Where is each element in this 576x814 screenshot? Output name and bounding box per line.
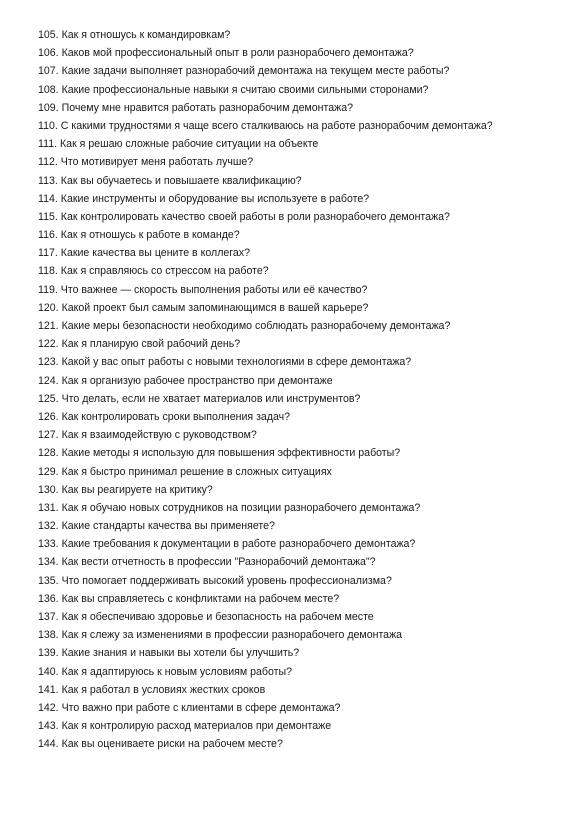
question-number: 140.	[38, 665, 59, 678]
question-item	[38, 26, 568, 44]
question-item	[38, 390, 568, 408]
question-number: 122.	[38, 338, 59, 351]
question-number: 127.	[38, 429, 59, 442]
question-number: 118.	[38, 265, 58, 278]
question-text: Какие профессиональные навыки я считаю своими сильными сторонами?	[61, 83, 429, 96]
question-text: Как вы обучаетесь и повышаете квалификацию?	[60, 174, 302, 187]
question-text: Как я контролирую расход материалов при демонтаже	[61, 720, 332, 733]
question-item	[38, 117, 568, 135]
question-number: 139.	[38, 647, 59, 660]
question-number: 141.	[38, 683, 59, 696]
question-number: 113.	[38, 174, 58, 187]
question-text: Какие задачи выполняет разнорабочий демонтажа на текущем месте работы?	[61, 65, 450, 78]
question-text: Какие меры безопасности необходимо соблюдать разнорабочему демонтажа?	[61, 320, 451, 332]
question-text: Что важно при работе с клиентами в сфере демонтажа?	[61, 701, 341, 714]
question-number: 109.	[38, 101, 59, 114]
question-text: Какие инструменты и оборудование вы используете в работе?	[60, 192, 370, 205]
question-text: Какой у вас опыт работы с новыми технологиями в сфере демонтажа?	[61, 356, 412, 369]
question-number: 134.	[38, 556, 59, 569]
question-number: 124.	[38, 374, 59, 387]
question-item	[38, 135, 568, 153]
question-number: 115.	[38, 210, 58, 223]
question-text: Что мотивирует меня работать лучше?	[60, 156, 254, 169]
question-item	[38, 81, 568, 99]
question-item	[38, 681, 568, 699]
question-item	[38, 717, 568, 735]
question-item	[38, 281, 568, 299]
question-item	[38, 608, 568, 626]
question-text: Что делать, если не хватает материалов или инструментов?	[61, 392, 361, 405]
question-number: 143.	[38, 720, 59, 733]
question-text: Какие методы я использую для повышения эффективности работы?	[61, 447, 401, 460]
question-text: Как вы реагируете на критику?	[61, 483, 213, 496]
question-number: 106.	[38, 47, 59, 60]
question-text: Как я взаимодействую с руководством?	[61, 429, 257, 442]
question-text: Как я решаю сложные рабочие ситуации на объекте	[60, 138, 319, 151]
question-text: Какие стандарты качества вы применяете?	[61, 520, 275, 533]
question-text: Как я отношусь к командировкам?	[61, 29, 231, 41]
question-number: 121.	[38, 320, 59, 332]
question-text: Как я обеспечиваю здоровье и безопасность на рабочем месте	[61, 611, 374, 623]
question-item	[38, 626, 568, 644]
question-number: 132.	[38, 520, 59, 533]
question-item	[38, 208, 568, 226]
question-number: 144.	[38, 738, 59, 751]
question-number: 136.	[38, 592, 59, 605]
question-text: Что помогает поддерживать высокий уровень профессионализма?	[61, 574, 392, 587]
question-item	[38, 481, 568, 499]
question-number: 137.	[38, 611, 59, 623]
question-text: Почему мне нравится работать разнорабочим демонтажа?	[61, 101, 354, 114]
question-item	[38, 153, 568, 171]
question-text: Какие качества вы цените в коллегах?	[60, 247, 250, 260]
question-text: Как я отношусь к работе в команде?	[60, 229, 240, 242]
question-text: Как контролировать сроки выполнения задач?	[61, 410, 291, 423]
question-number: 111.	[38, 138, 58, 151]
question-item	[38, 44, 568, 62]
question-text: Как вести отчетность в профессии "Разнорабочий демонтажа"?	[61, 556, 376, 569]
question-text: Как я обучаю новых сотрудников на позиции разнорабочего демонтажа?	[61, 501, 421, 514]
question-item	[38, 335, 568, 353]
question-number: 123.	[38, 356, 59, 369]
question-item	[38, 699, 568, 717]
question-text: С какими трудностями я чаще всего сталкиваюсь на работе разнорабочим демонтажа?	[60, 119, 493, 132]
question-text: Как я слежу за изменениями в профессии разнорабочего демонтажа	[61, 629, 403, 642]
question-number: 105.	[38, 29, 59, 41]
question-item	[38, 644, 568, 662]
question-number: 133.	[38, 538, 59, 551]
question-text: Как вы справляетесь с конфликтами на рабочем месте?	[61, 592, 340, 605]
question-number: 119.	[38, 283, 58, 296]
question-text: Как я работал в условиях жестких сроков	[61, 683, 266, 696]
question-number: 125.	[38, 392, 59, 405]
question-item	[38, 62, 568, 80]
question-item	[38, 553, 568, 571]
question-number: 117.	[38, 247, 58, 260]
question-item	[38, 262, 568, 280]
question-item	[38, 517, 568, 535]
question-item	[38, 572, 568, 590]
question-item	[38, 499, 568, 517]
question-item	[38, 190, 568, 208]
question-text: Какие знания и навыки вы хотели бы улучшить?	[61, 647, 300, 660]
question-number: 126.	[38, 410, 59, 423]
question-item	[38, 663, 568, 681]
question-number: 110.	[38, 119, 58, 132]
question-text: Как я справляюсь со стрессом на работе?	[60, 265, 269, 278]
question-number: 107.	[38, 65, 59, 78]
question-text: Как контролировать качество своей работы в роли разнорабочего демонтажа?	[60, 210, 450, 223]
question-text: Какой проект был самым запоминающимся в вашей карьере?	[61, 301, 369, 314]
question-number: 120.	[38, 301, 59, 314]
question-number: 108.	[38, 83, 59, 96]
question-number: 128.	[38, 447, 59, 460]
question-item	[38, 372, 568, 390]
question-item	[38, 463, 568, 481]
question-item	[38, 299, 568, 317]
question-item	[38, 735, 568, 753]
question-number: 112.	[38, 156, 58, 169]
question-text: Как я быстро принимал решение в сложных ситуациях	[61, 465, 332, 478]
question-item	[38, 99, 568, 117]
question-item	[38, 535, 568, 553]
question-item	[38, 353, 568, 371]
question-number: 114.	[38, 192, 58, 205]
question-text: Какие требования к документации в работе разнорабочего демонтажа?	[61, 538, 416, 551]
question-item	[38, 408, 568, 426]
question-item	[38, 590, 568, 608]
question-number: 129.	[38, 465, 59, 478]
question-number: 130.	[38, 483, 59, 496]
question-text: Как я адаптируюсь к новым условиям работы?	[61, 665, 292, 678]
question-item	[38, 172, 568, 190]
question-text: Каков мой профессиональный опыт в роли разнорабочего демонтажа?	[61, 47, 414, 60]
question-text: Как я организую рабочее пространство при демонтаже	[61, 374, 333, 387]
question-item	[38, 444, 568, 462]
question-item	[38, 426, 568, 444]
question-text: Как я планирую свой рабочий день?	[61, 338, 241, 351]
question-list	[38, 26, 568, 754]
question-item	[38, 317, 568, 335]
question-item	[38, 226, 568, 244]
question-number: 138.	[38, 629, 59, 642]
question-number: 135.	[38, 574, 59, 587]
question-text: Как вы оцениваете риски на рабочем месте?	[61, 738, 283, 751]
question-number: 116.	[38, 229, 58, 242]
question-text: Что важнее — скорость выполнения работы или её качество?	[60, 283, 368, 296]
question-item	[38, 244, 568, 262]
question-number: 142.	[38, 701, 59, 714]
question-number: 131.	[38, 501, 59, 514]
